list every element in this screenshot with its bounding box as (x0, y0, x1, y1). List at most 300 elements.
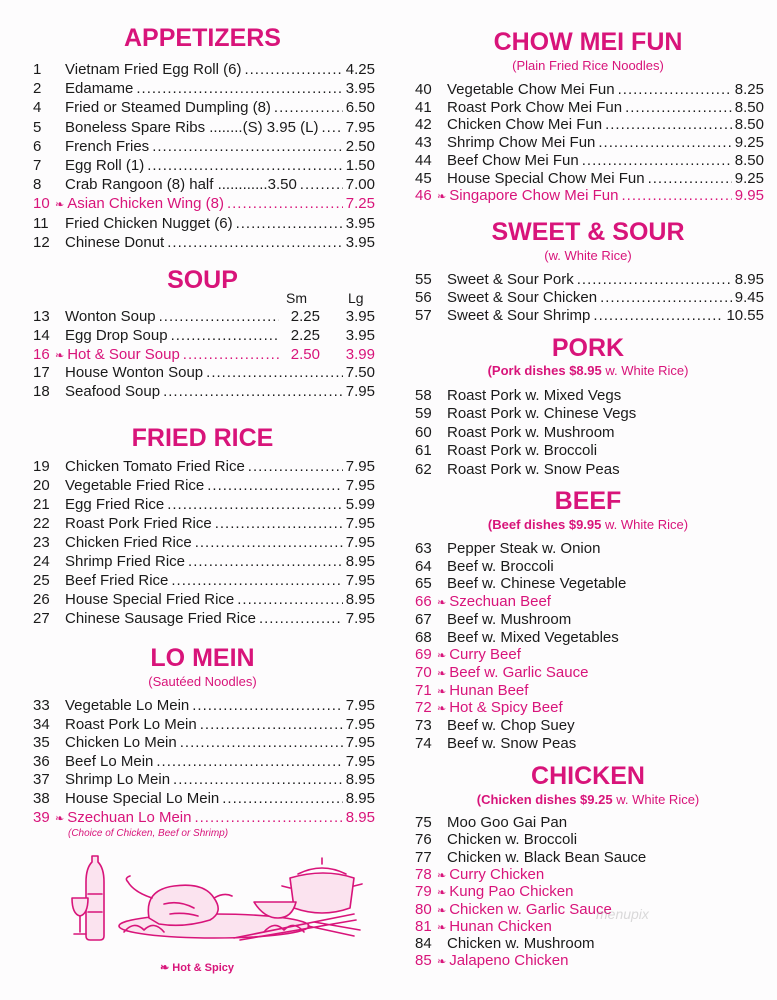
pepper-icon: ❧ (55, 812, 65, 825)
item-name: Roast Pork w. Broccoli (447, 442, 598, 460)
beef-title: BEEF (554, 487, 622, 515)
item-number: 72 (415, 699, 432, 717)
menu-item (30, 60, 375, 79)
menu-item (30, 495, 375, 514)
menu-item (412, 830, 764, 849)
item-price: 8.95 (345, 790, 375, 807)
menu-item (30, 789, 375, 808)
item-name: House Special Chow Mei Fun (447, 169, 645, 187)
menu-item (30, 118, 375, 137)
item-price: 7.95 (345, 752, 375, 770)
item-name: Chicken w. Black Bean Sauce (447, 848, 647, 866)
item-number: 64 (415, 557, 432, 575)
item-price: 7.00 (345, 176, 375, 194)
item-name: Egg Drop Soup (65, 326, 168, 344)
item-name: Vegetable Chow Mei Fun (447, 81, 615, 98)
item-price: 8.50 (734, 151, 764, 169)
soup-small-header: Sm (286, 290, 307, 306)
item-number: 26 (33, 591, 50, 608)
pepper-icon: ❧ (160, 962, 170, 974)
item-name: Boneless Spare Ribs ........(S) 3.95 (L) (65, 118, 319, 136)
menu-item (412, 539, 764, 558)
item-price: 8.50 (734, 116, 764, 134)
item-price-large: 3.95 (345, 326, 375, 344)
item-price: 7.95 (345, 610, 375, 627)
item-name: Roast Pork Chow Mei Fun (447, 98, 623, 116)
item-number: 34 (33, 715, 50, 733)
pepper-icon: ❧ (437, 667, 447, 680)
item-number: 46 (415, 187, 432, 205)
menu-item (30, 137, 375, 156)
item-number: 16 (33, 345, 50, 363)
item-number: 37 (33, 771, 50, 789)
item-name: French Fries (65, 137, 150, 155)
leader-dots (648, 169, 732, 188)
leader-dots (173, 770, 343, 789)
item-number: 85 (415, 952, 432, 970)
item-number: 62 (415, 460, 432, 478)
item-price-small: 2.25 (290, 308, 320, 325)
item-number: 66 (415, 593, 432, 611)
item-name: Beef Lo Mein (65, 752, 154, 770)
leader-dots (600, 288, 732, 307)
menu-item (412, 423, 764, 442)
item-name: Chicken Lo Mein (65, 734, 177, 752)
watermark: menupix (596, 906, 649, 922)
menu-item (30, 194, 375, 213)
menu-item (30, 307, 375, 326)
item-name: Edamame (65, 80, 134, 98)
menu-item (412, 80, 764, 99)
item-name: Vegetable Fried Rice (65, 477, 205, 494)
chicken-title: CHICKEN (531, 762, 645, 790)
menu-item (30, 98, 375, 117)
menu-item (30, 733, 375, 752)
pepper-icon: ❧ (437, 650, 447, 663)
menu-item (30, 326, 375, 345)
leader-dots (598, 133, 731, 152)
sweet-sour-subtitle: (w. White Rice) (544, 248, 632, 263)
item-price: 7.95 (345, 118, 375, 136)
menu-item (412, 557, 764, 576)
item-name: Beef Chow Mei Fun (447, 151, 579, 169)
item-number: 17 (33, 364, 50, 382)
leader-dots (188, 552, 343, 571)
item-number: 11 (33, 214, 49, 232)
pepper-icon: ❧ (437, 703, 447, 716)
item-price: 7.95 (345, 383, 375, 401)
menu-item (30, 571, 375, 590)
item-number: 39 (33, 808, 50, 826)
item-name: Sweet & Sour Pork (447, 271, 574, 288)
item-price: 7.95 (345, 697, 375, 714)
item-name: Fried or Steamed Dumpling (8) (65, 99, 271, 117)
item-price: 7.95 (345, 734, 375, 752)
leader-dots (222, 789, 343, 808)
item-number: 55 (415, 271, 432, 288)
menu-item (412, 592, 764, 611)
item-price: 7.95 (345, 715, 375, 733)
menu-item (412, 186, 764, 205)
item-number: 44 (415, 151, 432, 169)
item-number: 75 (415, 814, 432, 831)
item-number: 81 (415, 917, 432, 935)
leader-dots (618, 80, 732, 99)
item-price: 7.25 (345, 195, 375, 213)
item-number: 20 (33, 477, 50, 494)
menu-item (412, 151, 764, 170)
item-number: 2 (33, 80, 42, 98)
item-name: Beef w. Snow Peas (447, 734, 577, 752)
item-number: 25 (33, 572, 50, 589)
item-name: Asian Chicken Wing (8) (67, 195, 224, 213)
item-number: 8 (33, 176, 42, 194)
beef-subtitle: (Beef dishes $9.95 w. White Rice) (487, 517, 689, 532)
item-price: 4.25 (345, 61, 375, 78)
item-name: Vietnam Fried Egg Roll (6) (65, 61, 242, 78)
item-number: 59 (415, 405, 432, 423)
item-price-small: 2.25 (290, 326, 320, 344)
item-number: 63 (415, 540, 432, 557)
leader-dots (300, 175, 343, 194)
item-name: House Special Lo Mein (65, 790, 220, 807)
menu-item (30, 175, 375, 194)
item-name: Shrimp Fried Rice (65, 553, 186, 570)
item-price-large: 3.99 (345, 345, 375, 363)
menu-item (412, 460, 764, 479)
pepper-icon: ❧ (437, 597, 447, 610)
item-name: Chicken w. Broccoli (447, 831, 578, 849)
menu-item (30, 233, 375, 252)
item-name: Beef w. Broccoli (447, 557, 554, 575)
pepper-icon: ❧ (55, 349, 65, 362)
item-number: 18 (33, 383, 50, 401)
pepper-icon: ❧ (437, 956, 447, 969)
lo-mein-title: LO MEIN (150, 644, 255, 672)
leader-dots (321, 118, 342, 137)
item-number: 35 (33, 734, 50, 752)
leader-dots (625, 98, 732, 117)
menu-item (412, 848, 764, 867)
menu-item (30, 552, 375, 571)
leader-dots (237, 590, 343, 609)
item-number: 19 (33, 458, 50, 475)
leader-dots (171, 326, 279, 345)
menu-item (30, 715, 375, 734)
item-number: 68 (415, 628, 432, 646)
item-name: Beef w. Mushroom (447, 610, 572, 628)
menu-item (30, 457, 375, 476)
menu-item (412, 115, 764, 134)
leader-dots (621, 186, 731, 205)
leader-dots (215, 514, 343, 533)
item-name: Sweet & Sour Shrimp (447, 306, 591, 324)
leader-dots (192, 696, 343, 715)
menu-item (30, 696, 375, 715)
item-number: 5 (33, 118, 42, 136)
item-price: 7.50 (345, 364, 375, 382)
leader-dots (194, 808, 342, 827)
item-number: 27 (33, 610, 50, 627)
leader-dots (207, 476, 343, 495)
menu-item (412, 288, 764, 307)
menu-item (412, 900, 764, 919)
item-name: Beef w. Garlic Sauce (449, 663, 589, 681)
item-price: 8.25 (734, 81, 764, 98)
item-name: Pepper Steak w. Onion (447, 540, 601, 557)
leader-dots (227, 194, 343, 213)
item-name: Kung Pao Chicken (449, 883, 574, 901)
menu-item (30, 514, 375, 533)
leader-dots (167, 495, 343, 514)
item-name: Curry Chicken (449, 865, 545, 883)
item-name: Chicken w. Mushroom (447, 935, 595, 953)
item-number: 33 (33, 697, 50, 714)
item-price: 10.55 (726, 306, 764, 324)
item-name: Chicken Fried Rice (65, 534, 192, 551)
item-name: Chinese Donut (65, 233, 165, 251)
leader-dots (577, 270, 732, 289)
item-number: 78 (415, 865, 432, 883)
menu-item (30, 590, 375, 609)
pork-title: PORK (551, 334, 625, 362)
item-price: 7.95 (345, 572, 375, 589)
item-number: 41 (415, 98, 432, 116)
leader-dots (274, 98, 343, 117)
item-name: Chicken Chow Mei Fun (447, 116, 603, 134)
menu-item (30, 382, 375, 401)
menu-item (412, 865, 764, 884)
item-number: 10 (33, 195, 50, 213)
item-name: Chicken w. Garlic Sauce (449, 900, 612, 918)
menu-item (412, 734, 764, 753)
item-number: 12 (33, 233, 50, 251)
item-number: 77 (415, 848, 432, 866)
menu-item (30, 533, 375, 552)
menu-item (412, 681, 764, 700)
leader-dots (147, 156, 343, 175)
leader-dots (259, 609, 343, 628)
item-price: 8.95 (345, 553, 375, 570)
menu-item (412, 951, 764, 970)
item-number: 21 (33, 496, 50, 513)
menu-item (30, 752, 375, 771)
item-number: 58 (415, 387, 432, 404)
lo-mein-subtitle: (Sautéed Noodles) (148, 674, 257, 689)
menu-item (412, 716, 764, 735)
spicy-legend: ❧ Hot & Spicy (160, 962, 235, 974)
menu-item (412, 698, 764, 717)
item-number: 56 (415, 288, 432, 306)
item-price: 3.95 (345, 214, 375, 232)
pepper-icon: ❧ (437, 869, 447, 882)
item-number: 36 (33, 752, 50, 770)
item-name: Curry Beef (449, 646, 521, 664)
chow-mei-fun-subtitle: (Plain Fried Rice Noodles) (512, 58, 664, 73)
item-price: 9.95 (734, 187, 764, 205)
menu-item (412, 574, 764, 593)
item-name: Egg Roll (1) (65, 157, 145, 174)
item-number: 80 (415, 900, 432, 918)
menu-item (30, 476, 375, 495)
item-number: 38 (33, 790, 50, 807)
pepper-icon: ❧ (437, 921, 447, 934)
item-number: 43 (415, 134, 432, 152)
item-price: 1.50 (345, 157, 375, 174)
item-name: Crab Rangoon (8) half ............3.50 (65, 176, 297, 194)
leader-dots (248, 457, 343, 476)
item-name: Roast Pork w. Mushroom (447, 423, 615, 441)
item-number: 7 (33, 157, 42, 174)
item-number: 57 (415, 306, 432, 324)
item-name: Roast Pork w. Chinese Vegs (447, 405, 637, 423)
chow-mei-fun-title: CHOW MEI FUN (493, 28, 683, 56)
item-price: 7.95 (345, 515, 375, 532)
menu-item (412, 917, 764, 936)
item-name: Hot & Spicy Beef (449, 699, 563, 717)
item-name: Shrimp Lo Mein (65, 771, 171, 789)
menu-item (30, 79, 375, 98)
item-name: Fried Chicken Nugget (6) (65, 214, 233, 232)
menu-item (30, 156, 375, 175)
menu-item (412, 628, 764, 647)
soup-large-header: Lg (348, 290, 364, 306)
menu-item (412, 934, 764, 953)
item-number: 4 (33, 99, 42, 117)
item-price: 7.95 (345, 458, 375, 475)
fried-rice-title: FRIED RICE (131, 424, 274, 452)
item-number: 23 (33, 534, 50, 551)
item-price-small: 2.50 (290, 345, 320, 363)
item-name: Beef w. Chop Suey (447, 717, 575, 734)
item-price: 8.95 (345, 591, 375, 608)
item-name: House Special Fried Rice (65, 591, 235, 608)
leader-dots (136, 79, 342, 98)
item-number: 24 (33, 553, 50, 570)
item-number: 67 (415, 610, 432, 628)
item-price: 8.95 (345, 771, 375, 789)
item-price: 5.99 (345, 496, 375, 513)
leader-dots (582, 151, 732, 170)
item-price: 3.95 (345, 80, 375, 98)
leader-dots (163, 382, 343, 401)
item-name: Chicken Tomato Fried Rice (65, 458, 245, 475)
item-price: 9.25 (734, 169, 764, 187)
item-price: 8.50 (734, 98, 764, 116)
item-price: 8.95 (345, 808, 375, 826)
banquet-illustration (64, 852, 364, 944)
item-number: 42 (415, 116, 432, 134)
item-name: Hunan Beef (449, 681, 529, 699)
item-number: 60 (415, 423, 432, 441)
menu-item (412, 610, 764, 629)
menu-item (30, 770, 375, 789)
item-price: 8.95 (734, 271, 764, 288)
item-name: Roast Pork Lo Mein (65, 715, 197, 733)
appetizers-title: APPETIZERS (124, 24, 281, 52)
menu-item (412, 663, 764, 682)
menu-item (412, 133, 764, 152)
soup-title: SOUP (167, 266, 238, 294)
item-name: Sweet & Sour Chicken (447, 288, 598, 306)
item-price: 6.50 (345, 99, 375, 117)
item-name: Szechuan Lo Mein (67, 808, 192, 826)
menu-item (30, 345, 375, 364)
item-price-large: 3.95 (345, 308, 375, 325)
leader-dots (152, 137, 343, 156)
item-name: Hunan Chicken (449, 917, 552, 935)
menu-item (30, 214, 375, 233)
item-name: Beef w. Chinese Vegetable (447, 575, 627, 593)
item-name: Seafood Soup (65, 383, 161, 401)
menu-item (412, 404, 764, 423)
item-name: Roast Pork Fried Rice (65, 515, 212, 532)
pepper-icon: ❧ (437, 191, 447, 204)
leader-dots (206, 363, 343, 382)
item-name: Beef w. Mixed Vegetables (447, 628, 619, 646)
item-name: Singapore Chow Mei Fun (449, 187, 619, 205)
menu-item (30, 363, 375, 382)
leader-dots (593, 306, 723, 325)
item-name: Shrimp Chow Mei Fun (447, 134, 596, 152)
item-number: 6 (33, 137, 42, 155)
item-number: 45 (415, 169, 432, 187)
leader-dots (171, 571, 342, 590)
leader-dots (605, 115, 732, 134)
pepper-icon: ❧ (55, 199, 65, 212)
item-number: 40 (415, 81, 432, 98)
item-number: 1 (33, 61, 42, 78)
pork-subtitle: (Pork dishes $8.95 w. White Rice) (487, 363, 689, 378)
item-price: 9.25 (734, 134, 764, 152)
item-name: Roast Pork w. Mixed Vegs (447, 387, 622, 404)
lo-mein-note: (Choice of Chicken, Beef or Shrimp) (68, 828, 229, 839)
menu-item (412, 813, 764, 832)
item-number: 14 (33, 326, 50, 344)
item-price: 7.95 (345, 534, 375, 551)
item-number: 73 (415, 717, 432, 734)
menu-item (412, 169, 764, 188)
leader-dots (180, 733, 343, 752)
menu-item (412, 270, 764, 289)
menu-item (30, 609, 375, 628)
leader-dots (200, 715, 343, 734)
item-number: 71 (415, 681, 432, 699)
pepper-icon: ❧ (437, 685, 447, 698)
item-name: House Wonton Soup (65, 364, 204, 382)
item-name: Wonton Soup (65, 308, 156, 325)
item-number: 69 (415, 646, 432, 664)
leader-dots (195, 533, 343, 552)
chicken-subtitle: (Chicken dishes $9.25 w. White Rice) (476, 792, 700, 807)
item-price: 2.50 (345, 137, 375, 155)
item-price: 9.45 (734, 288, 764, 306)
menu-item (412, 441, 764, 460)
pepper-icon: ❧ (437, 887, 447, 900)
leader-dots (159, 307, 279, 326)
item-name: Szechuan Beef (449, 593, 551, 611)
menu-item (412, 306, 764, 325)
menu-item (412, 98, 764, 117)
item-name: Hot & Sour Soup (67, 345, 180, 363)
leader-dots (236, 214, 343, 233)
item-name: Egg Fried Rice (65, 496, 165, 513)
item-name: Jalapeno Chicken (449, 952, 569, 970)
menu-item (412, 645, 764, 664)
item-number: 22 (33, 515, 50, 532)
item-number: 74 (415, 734, 432, 752)
item-price: 7.95 (345, 477, 375, 494)
